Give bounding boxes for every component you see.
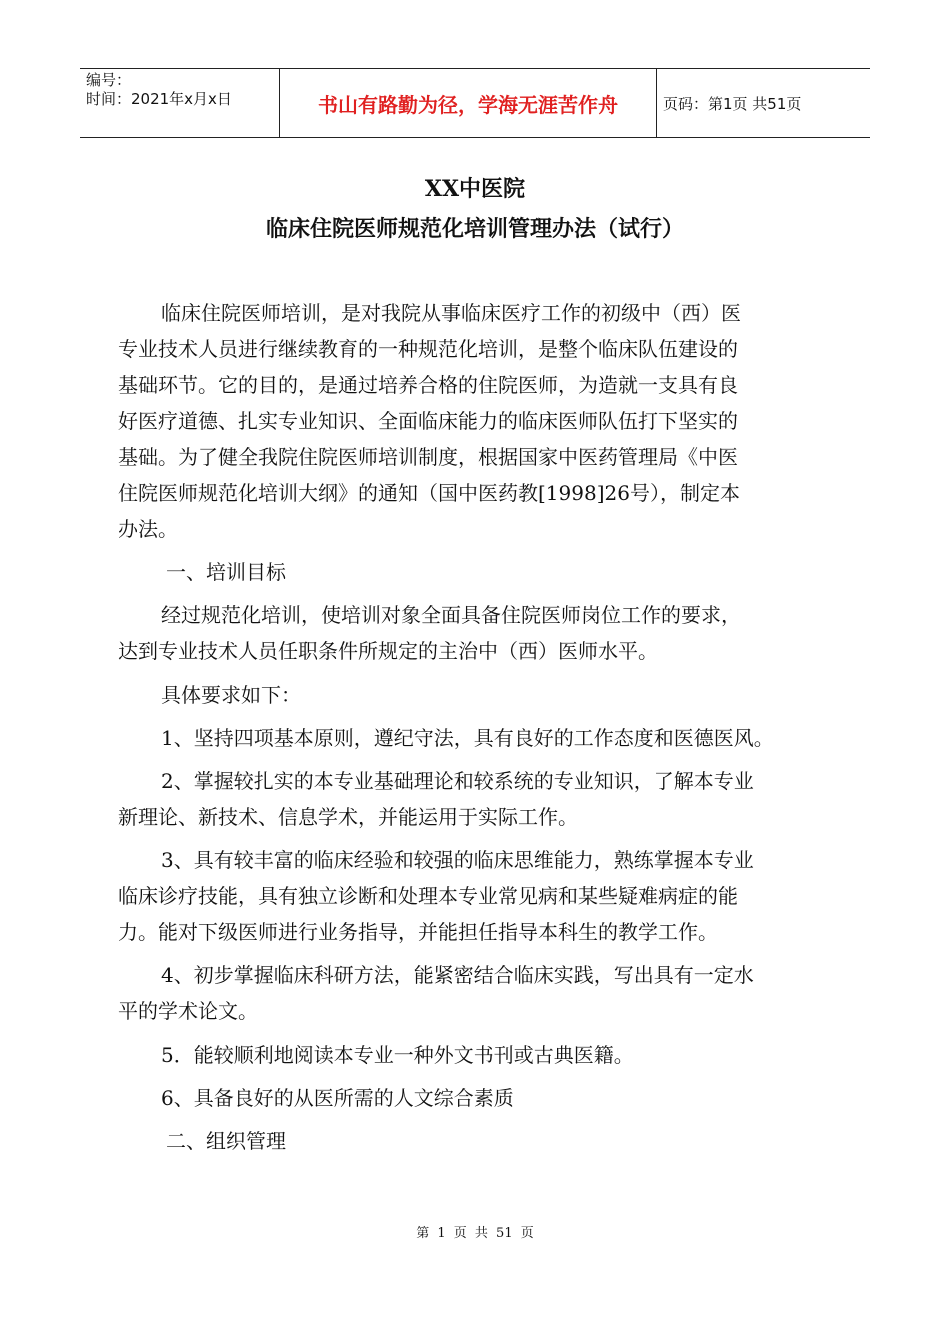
requirement-item	[118, 842, 838, 950]
section-heading: 二、组织管理	[166, 1128, 286, 1153]
text-line: 1、坚持四项基本原则，遵纪守法，具有良好的工作态度和医德医风。	[161, 725, 774, 750]
document-date: 时间：2021年x月x日	[86, 90, 232, 108]
requirement-item	[118, 1037, 838, 1073]
text-line: 住院医师规范化培训大纲》的通知（国中医药教[1998]26号），制定本	[118, 481, 740, 505]
paragraph-goal	[118, 597, 838, 669]
text-line: 专业技术人员进行继续教育的一种规范化培训，是整个临床队伍建设的	[118, 337, 738, 361]
paragraph-intro	[118, 295, 838, 547]
text-line: 基础环节。它的目的，是通过培养合格的住院医师，为造就一支具有良	[118, 373, 738, 397]
document-org-title: XX中医院	[424, 176, 526, 202]
text-line: 基础。为了健全我院住院医师培训制度，根据国家中医药管理局《中医	[118, 445, 738, 469]
text-line: 平的学术论文。	[118, 999, 258, 1024]
text-line: 新理论、新技术、信息学术，并能运用于实际工作。	[118, 804, 578, 829]
text-line: 临床住院医师培训，是对我院从事临床医疗工作的初级中（西）医	[161, 301, 741, 325]
text-line: 临床诊疗技能，具有独立诊断和处理本专业常见病和某些疑难病症的能	[118, 884, 738, 909]
requirement-item	[118, 720, 838, 756]
requirement-item	[118, 763, 838, 835]
page-footer: 第 1 页 共 51 页	[416, 1226, 534, 1241]
text-line: 办法。	[118, 517, 178, 541]
requirement-item	[118, 957, 838, 1029]
section-heading: 一、培训目标	[166, 560, 286, 585]
header-page-info: 页码：第1页 共51页	[663, 94, 802, 113]
document-body	[118, 295, 838, 1159]
text-line: 经过规范化培训，使培训对象全面具备住院医师岗位工作的要求，	[161, 603, 741, 628]
text-line: 达到专业技术人员任职条件所规定的主治中（西）医师水平。	[118, 639, 658, 664]
document-header	[80, 68, 870, 138]
document-main-title: 临床住院医师规范化培训管理办法（试行）	[265, 216, 684, 242]
header-meta	[80, 69, 280, 137]
text-line: 力。能对下级医师进行业务指导，并能担任指导本科生的教学工作。	[118, 920, 718, 945]
text-line: 3、具有较丰富的临床经验和较强的临床思维能力，熟练掌握本专业	[161, 848, 754, 873]
requirements-intro: 具体要求如下：	[161, 682, 301, 707]
text-line: 好医疗道德、扎实专业知识、全面临床能力的临床医师队伍打下坚实的	[118, 409, 738, 433]
text-line: 2、掌握较扎实的本专业基础理论和较系统的专业知识，了解本专业	[161, 768, 754, 793]
text-line: 5．能较顺利地阅读本专业一种外文书刊或古典医籍。	[161, 1042, 634, 1067]
requirement-item	[118, 1080, 838, 1116]
document-number: 编号：	[86, 71, 132, 89]
text-line: 6、具备良好的从医所需的人文综合素质	[161, 1085, 514, 1110]
text-line: 4、初步掌握临床科研方法，能紧密结合临床实践，写出具有一定水	[161, 963, 754, 988]
header-motto: 书山有路勤为径，学海无涯苦作舟	[280, 69, 657, 137]
